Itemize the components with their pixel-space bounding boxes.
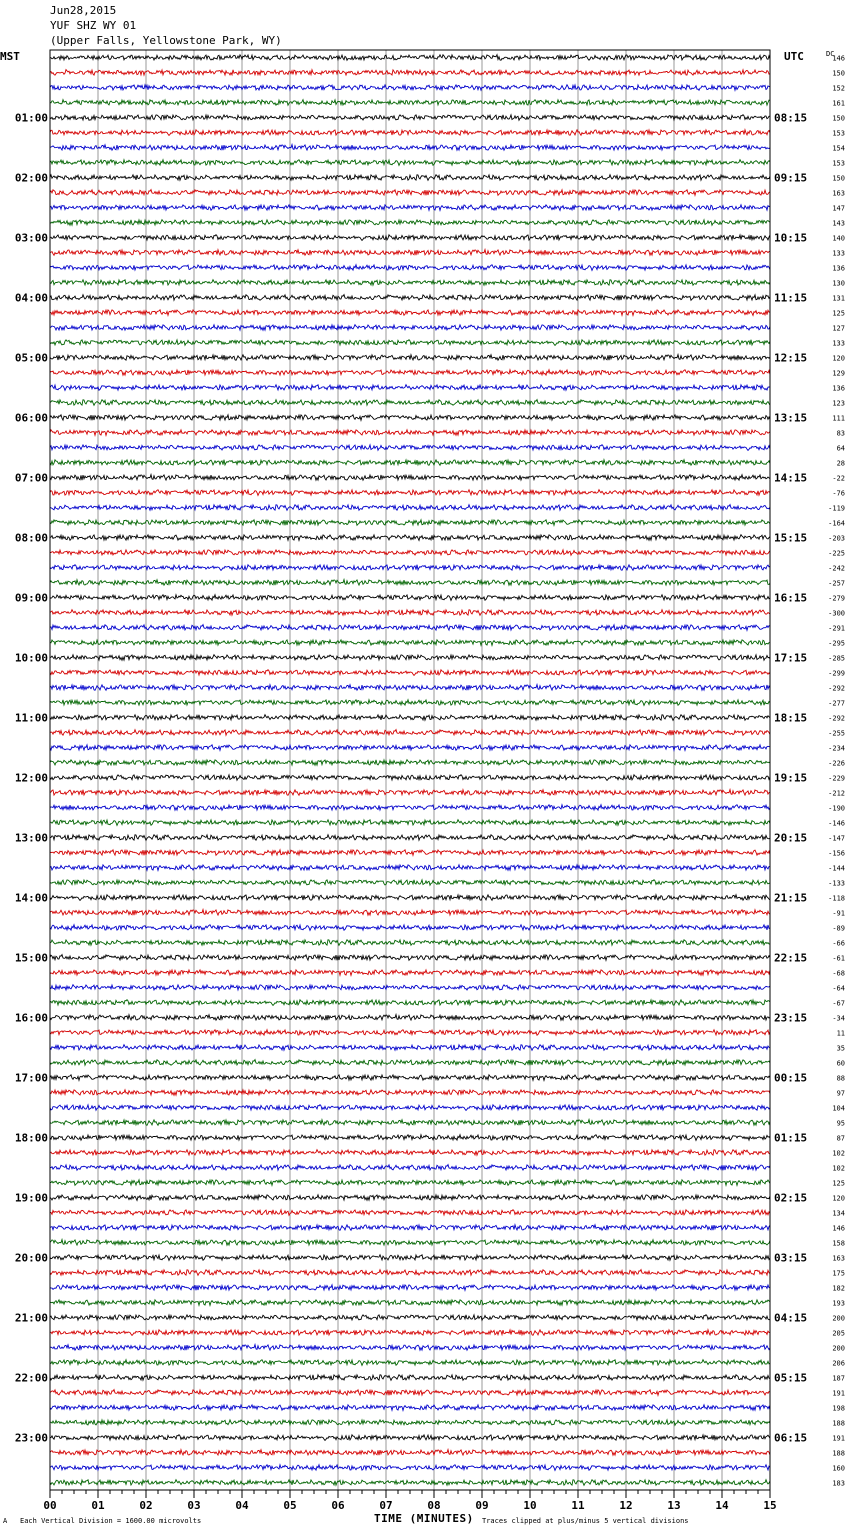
seismic-trace-19 — [50, 325, 770, 331]
dc-offset-label: -190 — [828, 804, 845, 813]
mst-hour-label: 11:00 — [14, 711, 48, 725]
seismic-trace-76 — [50, 1180, 770, 1186]
dc-offset-label: 200 — [832, 1314, 845, 1323]
x-tick-label: 10 — [523, 1499, 537, 1512]
dc-offset-label: -226 — [828, 759, 845, 768]
seismic-trace-69 — [50, 1075, 770, 1081]
seismic-trace-88 — [50, 1360, 770, 1366]
mst-hour-label: 10:00 — [14, 651, 48, 665]
mst-hour-label: 09:00 — [14, 591, 48, 605]
seismic-trace-17 — [50, 295, 770, 301]
utc-hour-label: 10:15 — [774, 231, 808, 245]
dc-offset-label: -22 — [832, 474, 845, 483]
mst-hour-label: 04:00 — [14, 291, 48, 305]
x-axis-title: TIME (MINUTES) — [374, 1512, 474, 1525]
trace-lines — [50, 55, 770, 1486]
dc-offset-label: 198 — [832, 1404, 845, 1413]
seismic-trace-73 — [50, 1135, 770, 1141]
dc-offset-label: -67 — [832, 999, 845, 1008]
seismic-trace-50 — [50, 790, 770, 796]
utc-hour-label: 02:15 — [774, 1191, 808, 1205]
seismic-trace-95 — [50, 1465, 770, 1471]
dc-offset-label: -203 — [828, 534, 845, 543]
x-tick-label: 01 — [91, 1499, 105, 1512]
dc-offset-label: 147 — [832, 204, 845, 213]
seismic-trace-31 — [50, 505, 770, 511]
dc-offset-label: -61 — [832, 954, 845, 963]
mst-hour-label: 06:00 — [14, 411, 48, 425]
dc-offset-label: 64 — [836, 444, 845, 453]
dc-offset-label: -68 — [832, 969, 845, 978]
seismic-trace-27 — [50, 445, 770, 451]
dc-offset-label: 120 — [832, 354, 845, 363]
seismic-trace-30 — [50, 490, 770, 496]
dc-offset-label: 206 — [832, 1359, 845, 1368]
dc-offset-label: -300 — [828, 609, 845, 618]
seismic-trace-64 — [50, 1000, 770, 1006]
seismic-trace-71 — [50, 1105, 770, 1111]
dc-offset-label: 146 — [832, 54, 845, 63]
seismic-trace-77 — [50, 1195, 770, 1201]
mst-hour-label: 02:00 — [14, 171, 48, 185]
seismic-trace-21 — [50, 355, 770, 361]
dc-offset-label: 188 — [832, 1449, 845, 1458]
seismic-trace-41 — [50, 655, 770, 661]
dc-offset-label: 158 — [832, 1239, 845, 1248]
dc-offset-label: 160 — [832, 1464, 845, 1473]
utc-hour-label: 03:15 — [774, 1251, 808, 1265]
seismic-trace-48 — [50, 760, 770, 766]
seismic-trace-60 — [50, 940, 770, 946]
dc-offset-label: -119 — [828, 504, 845, 513]
dc-offset-labels — [828, 55, 845, 1488]
seismic-trace-65 — [50, 1015, 770, 1021]
dc-offset-label: 152 — [832, 84, 845, 93]
dc-offset-label: 102 — [832, 1149, 845, 1158]
dc-header-label: DC — [826, 50, 835, 58]
seismic-trace-75 — [50, 1165, 770, 1171]
seismic-trace-44 — [50, 700, 770, 706]
dc-offset-label: 153 — [832, 129, 845, 138]
dc-offset-label: 97 — [836, 1089, 845, 1098]
mst-hour-label: 20:00 — [14, 1251, 48, 1265]
x-tick-label: 00 — [43, 1499, 57, 1512]
seismic-trace-53 — [50, 835, 770, 841]
dc-offset-label: 88 — [836, 1074, 845, 1083]
dc-offset-label: 175 — [832, 1269, 845, 1278]
left-timezone-label: MST — [0, 50, 20, 63]
seismic-trace-7 — [50, 145, 770, 151]
dc-offset-label: 205 — [832, 1329, 845, 1338]
dc-offset-label: -257 — [828, 579, 845, 588]
utc-hour-label: 22:15 — [774, 951, 808, 965]
seismic-trace-34 — [50, 550, 770, 555]
utc-hour-label: 11:15 — [774, 291, 808, 305]
seismic-trace-51 — [50, 805, 770, 810]
mst-hour-label: 07:00 — [14, 471, 48, 485]
seismic-trace-68 — [50, 1060, 770, 1066]
dc-offset-label: -147 — [828, 834, 845, 843]
seismic-trace-58 — [50, 910, 770, 916]
seismic-trace-11 — [50, 205, 770, 211]
utc-hour-label: 12:15 — [774, 351, 808, 365]
dc-offset-label: 150 — [832, 114, 845, 123]
x-tick-label: 02 — [139, 1499, 153, 1512]
seismic-trace-70 — [50, 1090, 770, 1096]
x-tick-label: 06 — [331, 1499, 345, 1512]
dc-offset-label: 11 — [836, 1029, 845, 1038]
seismic-trace-55 — [50, 865, 770, 871]
scale-note: Each Vertical Division = 1600.00 microvolts — [20, 1517, 202, 1525]
x-tick-label: 15 — [763, 1499, 777, 1512]
dc-offset-label: -229 — [828, 774, 845, 783]
dc-offset-label: -292 — [828, 714, 845, 723]
dc-offset-label: 83 — [836, 429, 845, 438]
utc-hour-label: 16:15 — [774, 591, 808, 605]
utc-hour-label: 06:15 — [774, 1431, 808, 1445]
dc-offset-label: -292 — [828, 684, 845, 693]
x-tick-label: 13 — [667, 1499, 681, 1512]
seismic-trace-78 — [50, 1210, 770, 1216]
dc-offset-label: -285 — [828, 654, 845, 663]
station-code: YUF SHZ WY 01 — [50, 19, 137, 32]
dc-offset-label: 134 — [832, 1209, 845, 1218]
seismic-trace-56 — [50, 880, 770, 886]
mst-hour-label: 14:00 — [14, 891, 48, 905]
seismic-trace-12 — [50, 220, 770, 226]
dc-offset-label: 161 — [832, 99, 845, 108]
x-tick-label: 08 — [427, 1499, 441, 1512]
dc-offset-label: -277 — [828, 699, 845, 708]
dc-offset-label: -234 — [828, 744, 845, 753]
dc-offset-label: -146 — [828, 819, 845, 828]
dc-offset-label: 104 — [832, 1104, 845, 1113]
seismic-trace-85 — [50, 1315, 770, 1321]
dc-offset-label: -91 — [832, 909, 845, 918]
x-tick-label: 03 — [187, 1499, 201, 1512]
seismic-trace-52 — [50, 820, 770, 826]
dc-offset-label: 125 — [832, 309, 845, 318]
utc-hour-label: 17:15 — [774, 651, 808, 665]
dc-offset-label: 130 — [832, 279, 845, 288]
dc-offset-label: 123 — [832, 399, 845, 408]
utc-hour-label: 01:15 — [774, 1131, 808, 1145]
seismic-trace-54 — [50, 850, 770, 856]
seismic-trace-36 — [50, 580, 770, 586]
seismic-trace-91 — [50, 1405, 770, 1411]
mst-hour-label: 05:00 — [14, 351, 48, 365]
seismic-trace-23 — [50, 385, 770, 391]
dc-offset-label: 143 — [832, 219, 845, 228]
utc-hour-label: 20:15 — [774, 831, 808, 845]
dc-offset-label: -291 — [828, 624, 845, 633]
dc-offset-label: 127 — [832, 324, 845, 333]
dc-offset-label: 60 — [836, 1059, 845, 1068]
seismic-trace-29 — [50, 475, 770, 481]
seismic-trace-43 — [50, 685, 770, 691]
seismic-trace-13 — [50, 235, 770, 241]
seismic-trace-72 — [50, 1120, 770, 1126]
mst-hour-label: 08:00 — [14, 531, 48, 545]
dc-offset-label: 200 — [832, 1344, 845, 1353]
dc-offset-label: 183 — [832, 1479, 845, 1488]
dc-offset-label: 133 — [832, 249, 845, 258]
dc-offset-label: 28 — [836, 459, 845, 468]
seismic-trace-61 — [50, 955, 770, 961]
dc-offset-label: 120 — [832, 1194, 845, 1203]
seismic-trace-6 — [50, 130, 770, 136]
seismic-trace-14 — [50, 250, 770, 256]
x-tick-label: 05 — [283, 1499, 297, 1512]
seismic-trace-66 — [50, 1030, 770, 1036]
dc-offset-label: 136 — [832, 384, 845, 393]
dc-offset-label: 191 — [832, 1434, 845, 1443]
utc-hour-label: 21:15 — [774, 891, 808, 905]
dc-offset-label: -255 — [828, 729, 845, 738]
dc-offset-label: 182 — [832, 1284, 845, 1293]
seismic-trace-46 — [50, 730, 770, 736]
seismic-trace-67 — [50, 1045, 770, 1051]
seismic-trace-35 — [50, 565, 770, 571]
seismic-trace-90 — [50, 1390, 770, 1396]
dc-offset-label: -295 — [828, 639, 845, 648]
seismic-trace-47 — [50, 745, 770, 751]
seismic-trace-1 — [50, 55, 770, 61]
dc-offset-label: 150 — [832, 174, 845, 183]
seismic-trace-28 — [50, 460, 770, 466]
x-tick-label: 14 — [715, 1499, 729, 1512]
dc-offset-label: 193 — [832, 1299, 845, 1308]
dc-offset-label: -279 — [828, 594, 845, 603]
dc-offset-label: -64 — [832, 984, 845, 993]
utc-hour-label: 15:15 — [774, 531, 808, 545]
mst-hour-label: 21:00 — [14, 1311, 48, 1325]
utc-hour-label: 23:15 — [774, 1011, 808, 1025]
utc-hour-label: 19:15 — [774, 771, 808, 785]
dc-offset-label: -212 — [828, 789, 845, 798]
seismic-trace-49 — [50, 775, 770, 781]
seismic-trace-2 — [50, 70, 770, 76]
mst-hour-label: 01:00 — [14, 111, 48, 125]
dc-offset-label: 129 — [832, 369, 845, 378]
dc-offset-label: 146 — [832, 1224, 845, 1233]
seismic-trace-92 — [50, 1420, 770, 1426]
dc-offset-label: 111 — [832, 414, 845, 423]
dc-offset-label: 191 — [832, 1389, 845, 1398]
dc-offset-label: 188 — [832, 1419, 845, 1428]
seismic-trace-84 — [50, 1300, 770, 1306]
seismic-trace-62 — [50, 970, 770, 976]
utc-hour-label: 08:15 — [774, 111, 808, 125]
mst-hour-label: 15:00 — [14, 951, 48, 965]
seismic-trace-93 — [50, 1435, 770, 1441]
utc-hour-label: 00:15 — [774, 1071, 808, 1085]
seismic-trace-63 — [50, 985, 770, 991]
mst-hour-label: 16:00 — [14, 1011, 48, 1025]
seismic-trace-37 — [50, 595, 770, 601]
dc-offset-label: 150 — [832, 69, 845, 78]
dc-offset-label: -242 — [828, 564, 845, 573]
utc-hour-label: 05:15 — [774, 1371, 808, 1385]
seismic-trace-87 — [50, 1345, 770, 1351]
clip-note: Traces clipped at plus/minus 5 vertical divisions — [482, 1517, 689, 1525]
seismic-trace-18 — [50, 310, 770, 316]
seismic-trace-3 — [50, 85, 770, 91]
right-timezone-label: UTC — [784, 50, 804, 63]
dc-offset-label: -133 — [828, 879, 845, 888]
seismic-trace-40 — [50, 640, 770, 646]
dc-offset-label: 125 — [832, 1179, 845, 1188]
dc-offset-label: -299 — [828, 669, 845, 678]
seismic-trace-8 — [50, 160, 770, 166]
seismic-trace-33 — [50, 535, 770, 541]
dc-offset-label: 163 — [832, 1254, 845, 1263]
seismic-trace-25 — [50, 415, 770, 421]
seismic-trace-74 — [50, 1150, 770, 1156]
dc-offset-label: -76 — [832, 489, 845, 498]
footer-mark: A — [3, 1517, 8, 1525]
dc-offset-label: 131 — [832, 294, 845, 303]
seismic-trace-22 — [50, 370, 770, 375]
seismic-trace-82 — [50, 1270, 770, 1276]
chart-date: Jun28,2015 — [50, 4, 117, 17]
dc-offset-label: 95 — [836, 1119, 845, 1128]
dc-offset-label: 154 — [832, 144, 845, 153]
seismic-trace-38 — [50, 610, 770, 616]
seismic-trace-79 — [50, 1225, 770, 1231]
mst-hour-label: 17:00 — [14, 1071, 48, 1085]
seismic-trace-80 — [50, 1240, 770, 1246]
seismic-trace-89 — [50, 1375, 770, 1381]
dc-offset-label: -225 — [828, 549, 845, 558]
mst-hour-label: 22:00 — [14, 1371, 48, 1385]
seismic-trace-24 — [50, 400, 770, 406]
utc-hour-label: 18:15 — [774, 711, 808, 725]
dc-offset-label: -118 — [828, 894, 845, 903]
seismic-trace-96 — [50, 1480, 770, 1486]
mst-hour-label: 12:00 — [14, 771, 48, 785]
seismic-trace-57 — [50, 895, 770, 901]
seismic-trace-10 — [50, 190, 770, 196]
x-tick-label: 12 — [619, 1499, 633, 1512]
x-tick-label: 09 — [475, 1499, 489, 1512]
seismic-trace-42 — [50, 670, 770, 676]
seismic-trace-32 — [50, 520, 770, 526]
mst-hour-label: 18:00 — [14, 1131, 48, 1145]
seismic-trace-94 — [50, 1450, 770, 1456]
seismic-trace-59 — [50, 925, 770, 931]
seismic-trace-45 — [50, 715, 770, 721]
seismic-trace-4 — [50, 100, 770, 106]
mst-hour-label: 13:00 — [14, 831, 48, 845]
mst-hour-label: 03:00 — [14, 231, 48, 245]
seismic-trace-81 — [50, 1255, 770, 1261]
time-axis — [43, 1490, 776, 1512]
dc-offset-label: 87 — [836, 1134, 845, 1143]
seismic-trace-20 — [50, 340, 770, 346]
seismic-trace-5 — [50, 115, 770, 121]
dc-offset-label: -89 — [832, 924, 845, 933]
seismic-trace-9 — [50, 175, 770, 181]
seismic-trace-83 — [50, 1285, 770, 1291]
dc-offset-label: -66 — [832, 939, 845, 948]
seismic-trace-39 — [50, 625, 770, 631]
dc-offset-label: 133 — [832, 339, 845, 348]
dc-offset-label: -156 — [828, 849, 845, 858]
x-tick-label: 04 — [235, 1499, 249, 1512]
x-tick-label: 11 — [571, 1499, 585, 1512]
seismic-trace-16 — [50, 280, 770, 286]
utc-hour-label: 04:15 — [774, 1311, 808, 1325]
dc-offset-label: -164 — [828, 519, 845, 528]
dc-offset-label: 136 — [832, 264, 845, 273]
seismic-trace-26 — [50, 430, 770, 436]
x-tick-label: 07 — [379, 1499, 393, 1512]
station-location: (Upper Falls, Yellowstone Park, WY) — [50, 34, 282, 47]
dc-offset-label: -34 — [832, 1014, 845, 1023]
mst-hour-label: 23:00 — [14, 1431, 48, 1445]
dc-offset-label: 140 — [832, 234, 845, 243]
dc-offset-label: 35 — [836, 1044, 845, 1053]
utc-hour-label: 09:15 — [774, 171, 808, 185]
dc-offset-label: 187 — [832, 1374, 845, 1383]
dc-offset-label: -144 — [828, 864, 845, 873]
utc-hour-label: 14:15 — [774, 471, 808, 485]
utc-hour-label: 13:15 — [774, 411, 808, 425]
dc-offset-label: 153 — [832, 159, 845, 168]
mst-hour-label: 19:00 — [14, 1191, 48, 1205]
seismic-trace-15 — [50, 265, 770, 271]
dc-offset-label: 102 — [832, 1164, 845, 1173]
dc-offset-label: 163 — [832, 189, 845, 198]
seismic-trace-86 — [50, 1330, 770, 1336]
